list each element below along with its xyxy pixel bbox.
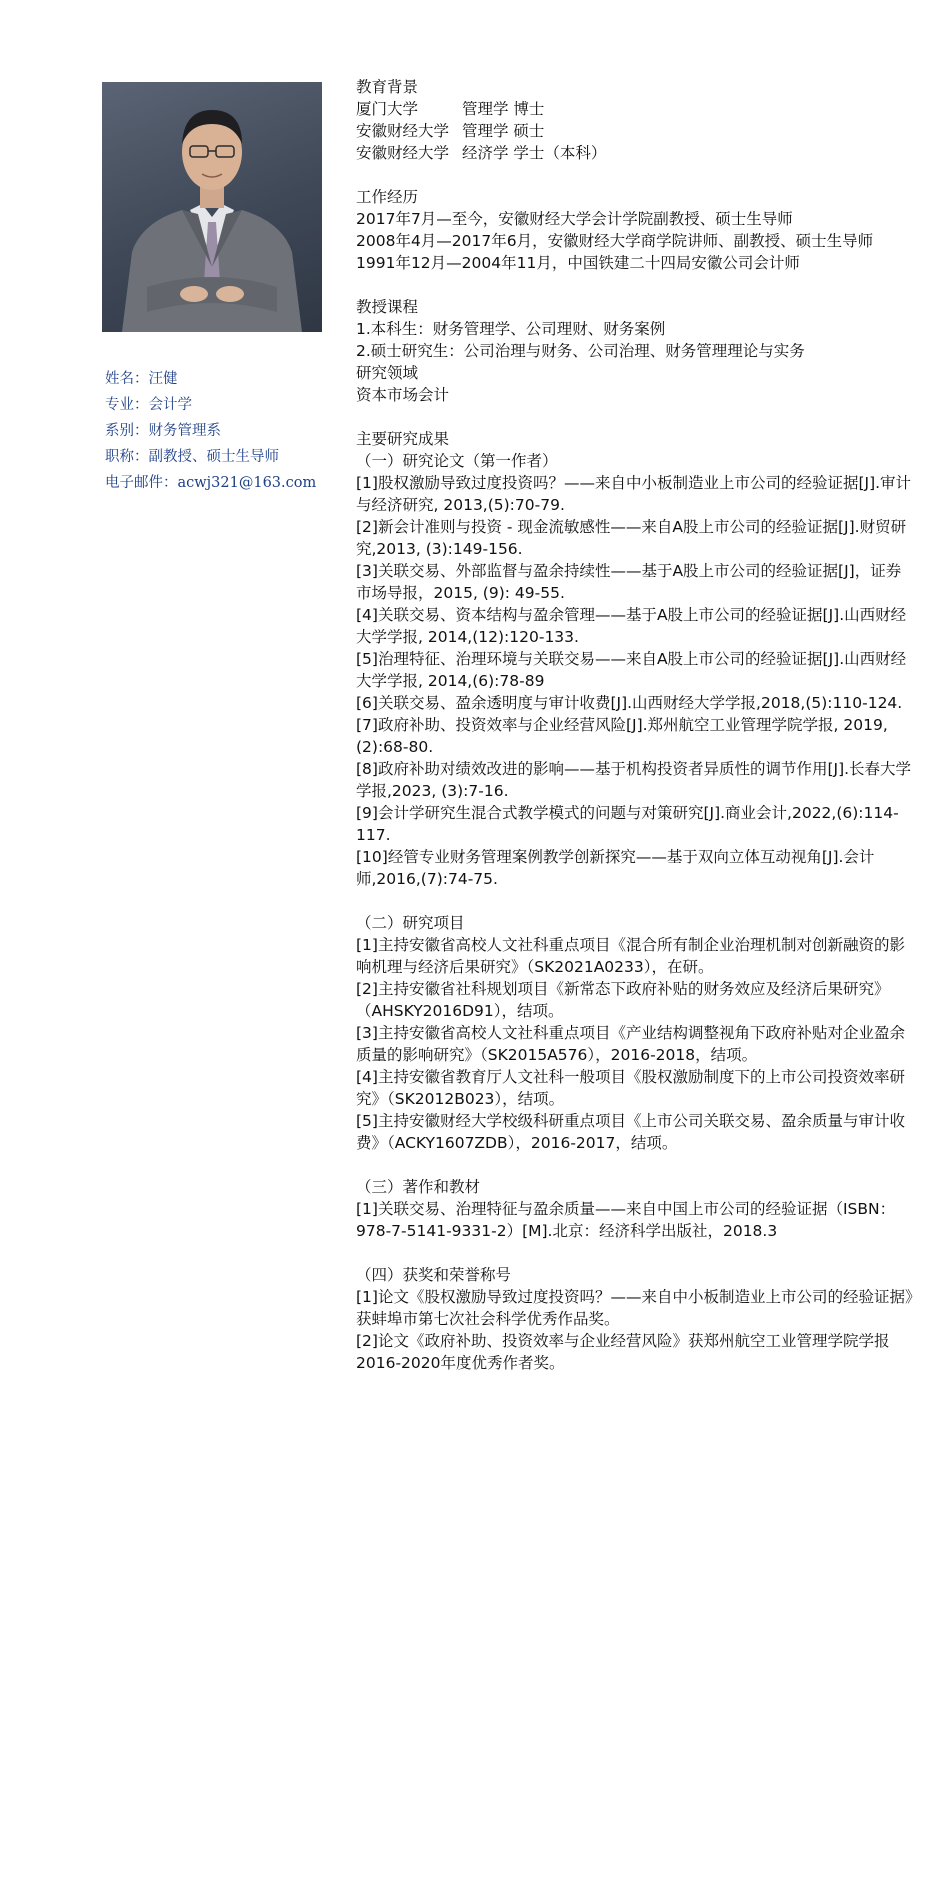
- education-item: [356, 142, 916, 164]
- education-item: [356, 120, 916, 142]
- course-item: 1.本科生：财务管理学、公司理财、财务案例: [356, 320, 666, 338]
- award-item: [1]论文《股权激励导致过度投资吗？——来自中小板制造业上市公司的经验证据》获蚌埠市第七次社会科学优秀作品奖。: [356, 1288, 913, 1328]
- work-item: 2017年7月—至今，安徽财经大学会计学院副教授、硕士生导师: [356, 210, 793, 228]
- main-content: [356, 76, 916, 1374]
- paper-item: [2]新会计准则与投资 - 现金流敏感性——来自A股上市公司的经验证据[J].财贸研究,2013, (3):149-156.: [356, 518, 907, 558]
- profile-email[interactable]: 电子邮件：acwj321@163.com: [105, 475, 317, 491]
- award-item: [2]论文《政府补助、投资效率与企业经营风险》获郑州航空工业管理学院学报2016-2020年度优秀作者奖。: [356, 1332, 890, 1372]
- education-section: [356, 76, 916, 164]
- paper-item: [9]会计学研究生混合式教学模式的问题与对策研究[J].商业会计,2022,(6):114-117.: [356, 804, 899, 844]
- education-item: [356, 98, 916, 120]
- portrait-figure: [102, 82, 322, 332]
- paper-item: [4]关联交易、资本结构与盈余管理——基于A股上市公司的经验证据[J].山西财经大学学报, 2014,(12):120-133.: [356, 606, 907, 646]
- paper-item: [6]关联交易、盈余透明度与审计收费[J].山西财经大学学报,2018,(5):110-124.: [356, 694, 903, 712]
- courses-heading: 教授课程: [356, 298, 419, 316]
- work-section: [356, 186, 916, 274]
- project-item: [5]主持安徽财经大学校级科研重点项目《上市公司关联交易、盈余质量与审计收费》（ACKY1607ZDB），2016-2017，结项。: [356, 1112, 905, 1152]
- book-item: [1]关联交易、治理特征与盈余质量——来自中国上市公司的经验证据（ISBN：978-7-5141-9331-2）[M].北京：经济科学出版社，2018.3: [356, 1200, 896, 1240]
- research-field: 资本市场会计: [356, 386, 450, 404]
- course-item: 2.硕士研究生：公司治理与财务、公司治理、财务管理理论与实务: [356, 342, 805, 360]
- project-item: [1]主持安徽省高校人文社科重点项目《混合所有制企业治理机制对创新融资的影响机理与经济后果研究》（SK2021A0233），在研。: [356, 936, 905, 976]
- paper-item: [1]股权激励导致过度投资吗？——来自中小板制造业上市公司的经验证据[J].审计与经济研究, 2013,(5):70-79.: [356, 474, 912, 514]
- education-school: 安徽财经大学: [356, 144, 450, 162]
- spacer: [356, 890, 916, 912]
- research-field-heading: 研究领域: [356, 364, 419, 382]
- research-section: [356, 428, 916, 1374]
- paper-item: [3]关联交易、外部监督与盈余持续性——基于A股上市公司的经验证据[J]，证券市场导报，2015, (9): 49-55.: [356, 562, 902, 602]
- awards-heading: （四）获奖和荣誉称号: [356, 1266, 512, 1284]
- profile-info: [105, 366, 335, 496]
- education-heading: 教育背景: [356, 78, 419, 96]
- project-item: [2]主持安徽省社科规划项目《新常态下政府补贴的财务效应及经济后果研究》（AHSKY2016D91），结项。: [356, 980, 890, 1020]
- paper-item: [7]政府补助、投资效率与企业经营风险[J].郑州航空工业管理学院学报, 2019,(2):68-80.: [356, 716, 888, 756]
- papers-heading: （一）研究论文（第一作者）: [356, 452, 558, 470]
- work-heading: 工作经历: [356, 188, 419, 206]
- paper-item: [5]治理特征、治理环境与关联交易——来自A股上市公司的经验证据[J].山西财经大学学报, 2014,(6):78-89: [356, 650, 907, 690]
- paper-item: [8]政府补助对绩效改进的影响——基于机构投资者异质性的调节作用[J].长春大学学报,2023, (3):7-16.: [356, 760, 912, 800]
- profile-major: 专业：会计学: [105, 397, 192, 413]
- project-item: [4]主持安徽省教育厅人文社科一般项目《股权激励制度下的上市公司投资效率研究》（SK2012B023），结项。: [356, 1068, 905, 1108]
- profile-name: 姓名：汪健: [105, 371, 178, 387]
- education-degree: 管理学 硕士: [462, 122, 545, 140]
- paper-item: [10]经管专业财务管理案例教学创新探究——基于双向立体互动视角[J].会计师,2016,(7):74-75.: [356, 848, 875, 888]
- education-degree: 经济学 学士（本科）: [462, 144, 607, 162]
- profile-title: 职称：副教授、硕士生导师: [105, 449, 279, 465]
- work-item: 1991年12月—2004年11月，中国铁建二十四局安徽公司会计师: [356, 254, 800, 272]
- research-heading: 主要研究成果: [356, 430, 450, 448]
- profile-photo: [102, 82, 322, 332]
- profile-department: 系别：财务管理系: [105, 423, 221, 439]
- education-school: 安徽财经大学: [356, 122, 450, 140]
- courses-section: [356, 296, 916, 406]
- spacer: [356, 1242, 916, 1264]
- education-degree: 管理学 博士: [462, 100, 545, 118]
- spacer: [356, 1154, 916, 1176]
- education-school: 厦门大学: [356, 100, 419, 118]
- work-item: 2008年4月—2017年6月，安徽财经大学商学院讲师、副教授、硕士生导师: [356, 232, 874, 250]
- books-heading: （三）著作和教材: [356, 1178, 481, 1196]
- projects-heading: （二）研究项目: [356, 914, 465, 932]
- project-item: [3]主持安徽省高校人文社科重点项目《产业结构调整视角下政府补贴对企业盈余质量的影响研究》（SK2015A576），2016-2018，结项。: [356, 1024, 905, 1064]
